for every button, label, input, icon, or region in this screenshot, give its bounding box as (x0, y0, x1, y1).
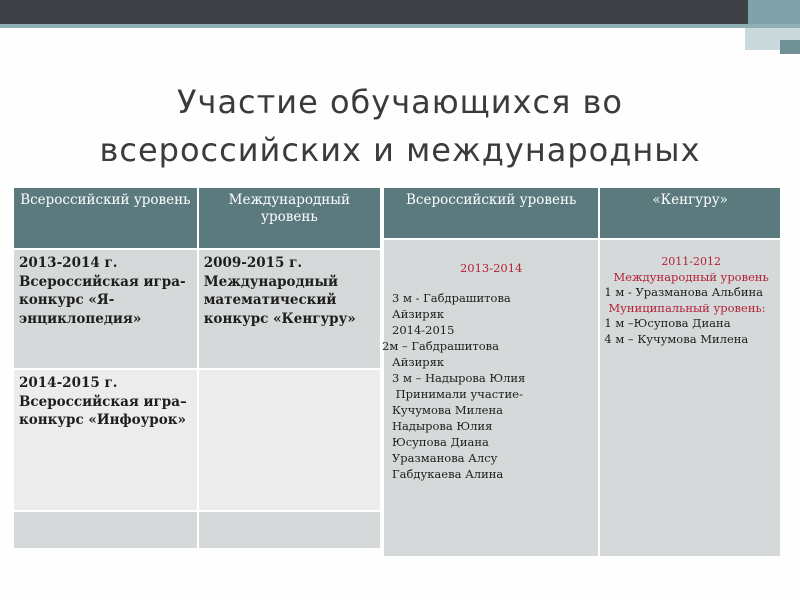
table-cell (198, 511, 381, 549)
result-item: 1 м –Юсупова Диана (604, 316, 731, 330)
header-text: Международный уровень (228, 192, 351, 225)
table-cell: 2014-2015 г. Всероссийская игра–конкурс «Инфоурок» (13, 369, 198, 511)
title-line-2: всероссийских и международных (99, 131, 701, 169)
title-line-1: Участие обучающихся во (177, 83, 623, 121)
list-item: Надырова Юлия (392, 419, 493, 433)
level-label: Международный уровень (613, 269, 769, 284)
level-label: Муниципальный уровень: (608, 300, 766, 315)
top-bar (0, 0, 748, 24)
list-item: Юсупова Диана (392, 435, 489, 449)
list-item: Уразманова Алсу (392, 451, 498, 465)
list-item: Кучумова Милена (392, 403, 503, 417)
left-table-header-1 (13, 187, 198, 249)
left-table-header-2 (198, 187, 381, 249)
right-table-header-1 (383, 187, 599, 239)
year-label: 2013-2014 (459, 261, 523, 275)
list-item: 2м – Габдрашитова (382, 339, 499, 353)
list-item: 3 м - Габдрашитова (392, 291, 511, 305)
result-item: 4 м – Кучумова Милена (604, 331, 749, 346)
list-item: Принимали участие- (392, 387, 523, 401)
header-text: «Кенгуру» (652, 192, 728, 208)
right-table-left-cell (383, 239, 599, 557)
participants-list (384, 290, 598, 482)
right-table-header-2 (599, 187, 781, 239)
right-table (382, 186, 782, 558)
header-text: Всероссийский уровень (20, 192, 191, 208)
year-label: 2011-2012 (661, 255, 722, 268)
list-item: Айзиряк (392, 355, 445, 369)
corner-decoration-dark (780, 40, 800, 54)
top-bar-accent (748, 0, 800, 24)
list-item: Айзиряк (392, 307, 445, 321)
left-table (12, 186, 382, 550)
header-text: Всероссийский уровень (406, 192, 577, 208)
result-item: 1 м - Уразманова Альбина (604, 285, 764, 299)
table-cell (198, 369, 381, 511)
list-item: Габдукаева Алина (392, 467, 504, 481)
table-cell: 2013-2014 г. Всероссийская игра-конкурс «Я-энциклопедия» (13, 249, 198, 369)
table-cell (13, 511, 198, 549)
list-item: 3 м – Надырова Юлия (392, 371, 526, 385)
slide-title (40, 78, 760, 174)
list-item: 2014-2015 (392, 323, 455, 337)
table-cell: 2009-2015 г. Международный математический конкурс «Кенгуру» (198, 249, 381, 369)
accent-strip (0, 24, 800, 28)
right-table-right-cell (599, 239, 781, 557)
